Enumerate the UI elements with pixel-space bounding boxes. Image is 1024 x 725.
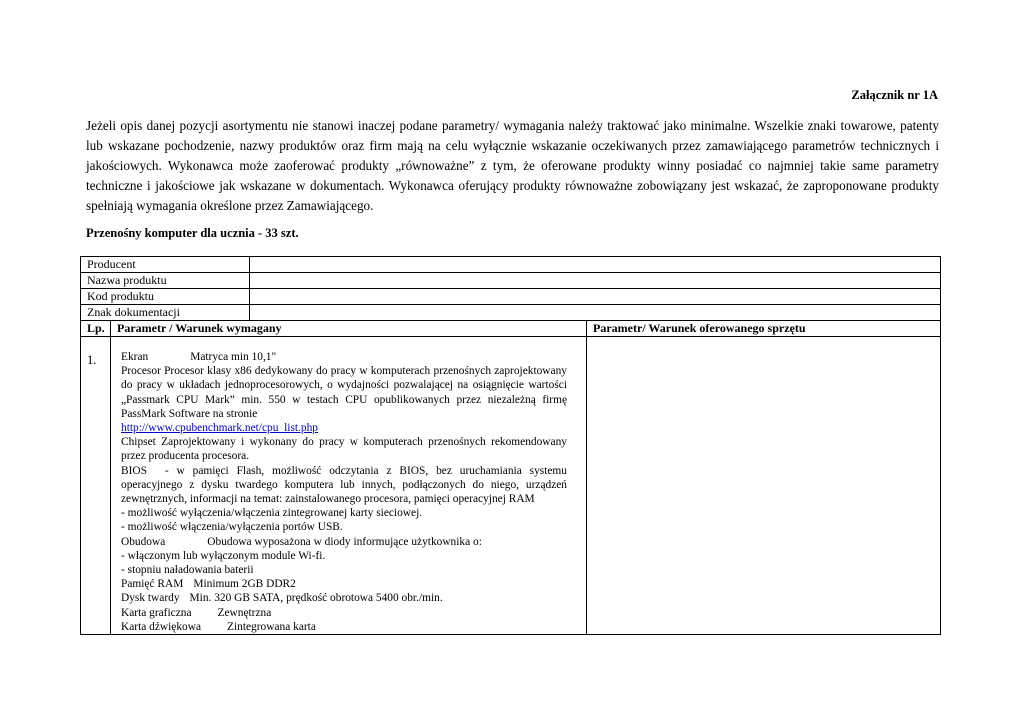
producer-field[interactable] [250, 257, 941, 273]
spec-label: Ekran [121, 351, 149, 363]
product-name-field[interactable] [250, 273, 941, 289]
bios-item: - możliwość włączenia/wyłączenia portów USB. [121, 521, 343, 534]
spec-grafika [121, 606, 567, 620]
obudowa-item: - włączonym lub wyłączonym module Wi-fi. [121, 549, 326, 562]
spec-value: - w pamięci Flash, możliwość odczytania z BIOS, bez uruchamiania systemu operacyjnego z dysku twardego komputera lub innych, podłączonych do niego, urządzeń zewnętrznych, informacji na temat: zainstalowanego procesora, pamięci operacyjnej RAM [121, 464, 567, 506]
spec-ram [121, 577, 567, 591]
section-title: Przenośny komputer dla ucznia - 33 szt. [86, 226, 299, 240]
info-label: Producent [81, 257, 250, 273]
spec-chipset [121, 436, 567, 462]
spec-procesor [121, 365, 567, 420]
spec-bios [121, 465, 567, 505]
info-label: Znak dokumentacji [81, 305, 250, 321]
attachment-label: Załącznik nr 1A [851, 88, 938, 102]
intro-paragraph: Jeżeli opis danej pozycji asortymentu nie stanowi inaczej podane parametry/ wymagania należy traktować jako minimalne. Wszelkie znaki towarowe, patenty lub wskazane pochodzenie, nazwy produktów oraz firm mają na celu wyłącznie wskazanie oczekiwanych przez zamawiającego parametrów technicznych i jakościowych. Wykonawca może zaoferować produkty „równoważne” z tym, że oferowane produkty winny posiadać co najmniej takie same parametry techniczne i jakościowe jak wskazane w dokumentach. Wykonawca oferujący produkty równoważne zobowiązany jest wskazać, że zaproponowane produkty spełniają wymagania określone przez Zamawiającego. [86, 118, 939, 213]
spec-value: Zintegrowana karta [227, 620, 316, 633]
header-required: Parametr / Warunek wymagany [111, 321, 587, 337]
header-lp: Lp. [81, 321, 111, 337]
required-spec-cell [111, 337, 587, 635]
product-code-field[interactable] [250, 289, 941, 305]
info-row-producer [81, 257, 941, 273]
header-offered: Parametr/ Warunek oferowanego sprzętu [587, 321, 941, 337]
spec-obudowa [121, 535, 567, 549]
spec-label: Karta graficzna [121, 606, 192, 619]
table-header-row [81, 321, 941, 337]
spec-label: Chipset [121, 436, 156, 449]
spec-block [121, 350, 567, 634]
spec-label: BIOS [121, 464, 147, 477]
spec-dysk [121, 591, 567, 605]
info-label: Nazwa produktu [81, 273, 250, 289]
info-row-product-name [81, 273, 941, 289]
spec-value: Min. 320 GB SATA, prędkość obrotowa 5400 obr./min. [189, 592, 443, 605]
spec-label: Procesor [121, 365, 161, 378]
bios-item: - możliwość wyłączenia/włączenia zintegrowanej karty sieciowej. [121, 507, 423, 520]
spec-label: Karta dźwiękowa [121, 620, 202, 633]
passmark-link[interactable]: http://www.cpubenchmark.net/cpu_list.php [121, 422, 318, 435]
offered-spec-cell[interactable] [587, 337, 941, 635]
spec-value: Zaprojektowany i wykonany do pracy w komputerach przenośnych rekomendowany przez producenta procesora. [121, 436, 567, 463]
info-row-product-code [81, 289, 941, 305]
spec-value: Obudowa wyposażona w diody informujące użytkownika o: [207, 535, 482, 548]
spec-value: Matryca min 10,1" [190, 351, 277, 363]
row-number: 1. [81, 337, 111, 635]
spec-ekran [121, 350, 567, 364]
spec-value: Procesor klasy x86 dedykowany do pracy w komputerach przenośnych zaprojektowany do pracy w układach jednoprocesorowych, o wydajności pozwalającej na osiągnięcie wartości „Passmark CPU Mark” min. 550 w testach CPU opublikowanych przez niezależną firmę PassMark Software na stronie [121, 365, 567, 420]
spec-label: Dysk twardy [121, 592, 180, 605]
spec-table [80, 256, 941, 635]
info-row-documentation [81, 305, 941, 321]
spec-dzwiek [121, 620, 567, 634]
spec-value: Minimum 2GB DDR2 [193, 578, 296, 591]
obudowa-item: - stopniu naładowania baterii [121, 564, 254, 577]
info-label: Kod produktu [81, 289, 250, 305]
spec-label: Obudowa [121, 535, 166, 548]
spec-value: Zewnętrzna [217, 606, 272, 619]
table-row [81, 337, 941, 635]
spec-label: Pamięć RAM [121, 578, 184, 591]
documentation-field[interactable] [250, 305, 941, 321]
